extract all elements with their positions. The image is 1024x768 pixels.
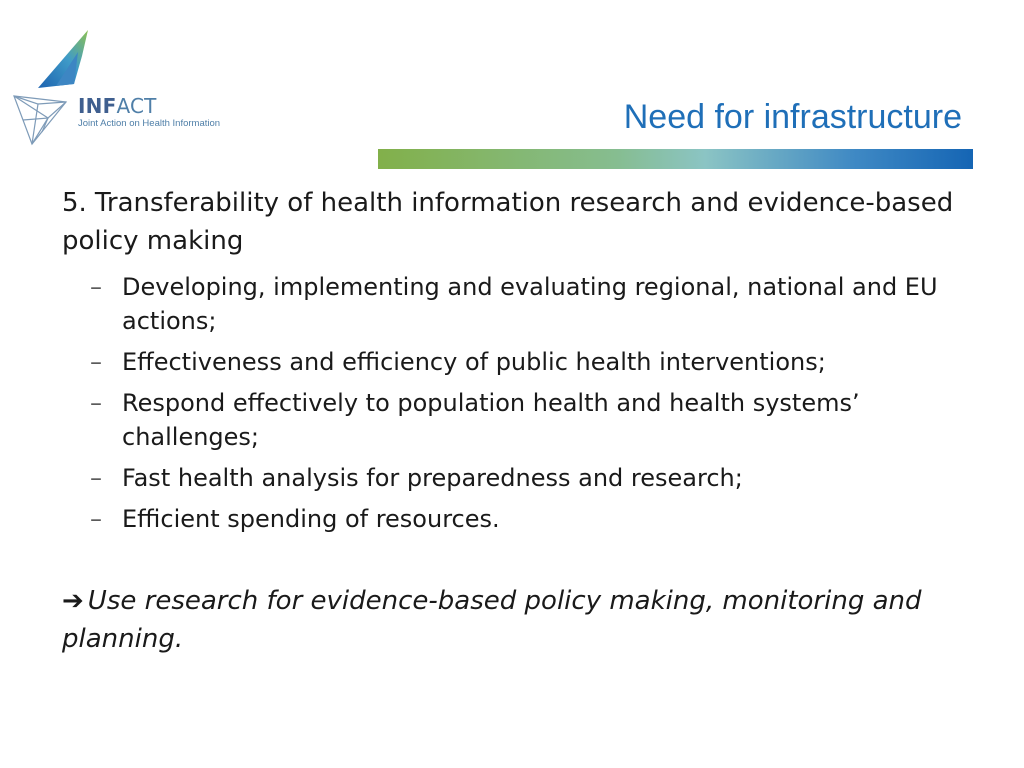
- dash-bullet: –: [90, 273, 102, 301]
- sub-point-item: [62, 270, 962, 338]
- main-point-text: Transferability of health information research and evidence-based policy making: [62, 188, 954, 256]
- title-gradient-bar: [378, 149, 973, 169]
- dash-bullet: –: [90, 348, 102, 376]
- sub-point-text: Respond effectively to population health and health systems’ challenges;: [122, 389, 860, 451]
- sub-point-text: Efficient spending of resources.: [122, 505, 500, 533]
- infact-logo: [8, 26, 238, 150]
- dash-bullet: –: [90, 464, 102, 492]
- conclusion-text: Use research for evidence-based policy making, monitoring and planning.: [62, 586, 922, 654]
- dash-bullet: –: [90, 505, 102, 533]
- logo-tagline: Joint Action on Health Information: [78, 118, 221, 129]
- logo-brand-prefix: INF: [78, 94, 117, 118]
- logo-wordmark: [78, 94, 157, 118]
- main-point-number: 5.: [62, 188, 87, 218]
- slide-content: [62, 184, 962, 684]
- main-point: [62, 184, 962, 260]
- sub-point-list: [62, 270, 962, 536]
- logo-brand-suffix: ACT: [116, 94, 157, 118]
- dash-bullet: –: [90, 389, 102, 417]
- sub-point-text: Fast health analysis for preparedness and research;: [122, 464, 743, 492]
- sub-point-item: [62, 386, 962, 454]
- right-arrow-icon: ➔: [62, 586, 84, 616]
- sub-point-item: [62, 502, 962, 536]
- sub-point-item: [62, 345, 962, 379]
- sub-point-item: [62, 461, 962, 495]
- sub-point-text: Developing, implementing and evaluating regional, national and EU actions;: [122, 273, 938, 335]
- conclusion-statement: [62, 582, 962, 658]
- infact-logo-mark-icon: [8, 26, 108, 150]
- slide-title: Need for infrastructure: [623, 98, 962, 136]
- sub-point-text: Effectiveness and efficiency of public health interventions;: [122, 348, 826, 376]
